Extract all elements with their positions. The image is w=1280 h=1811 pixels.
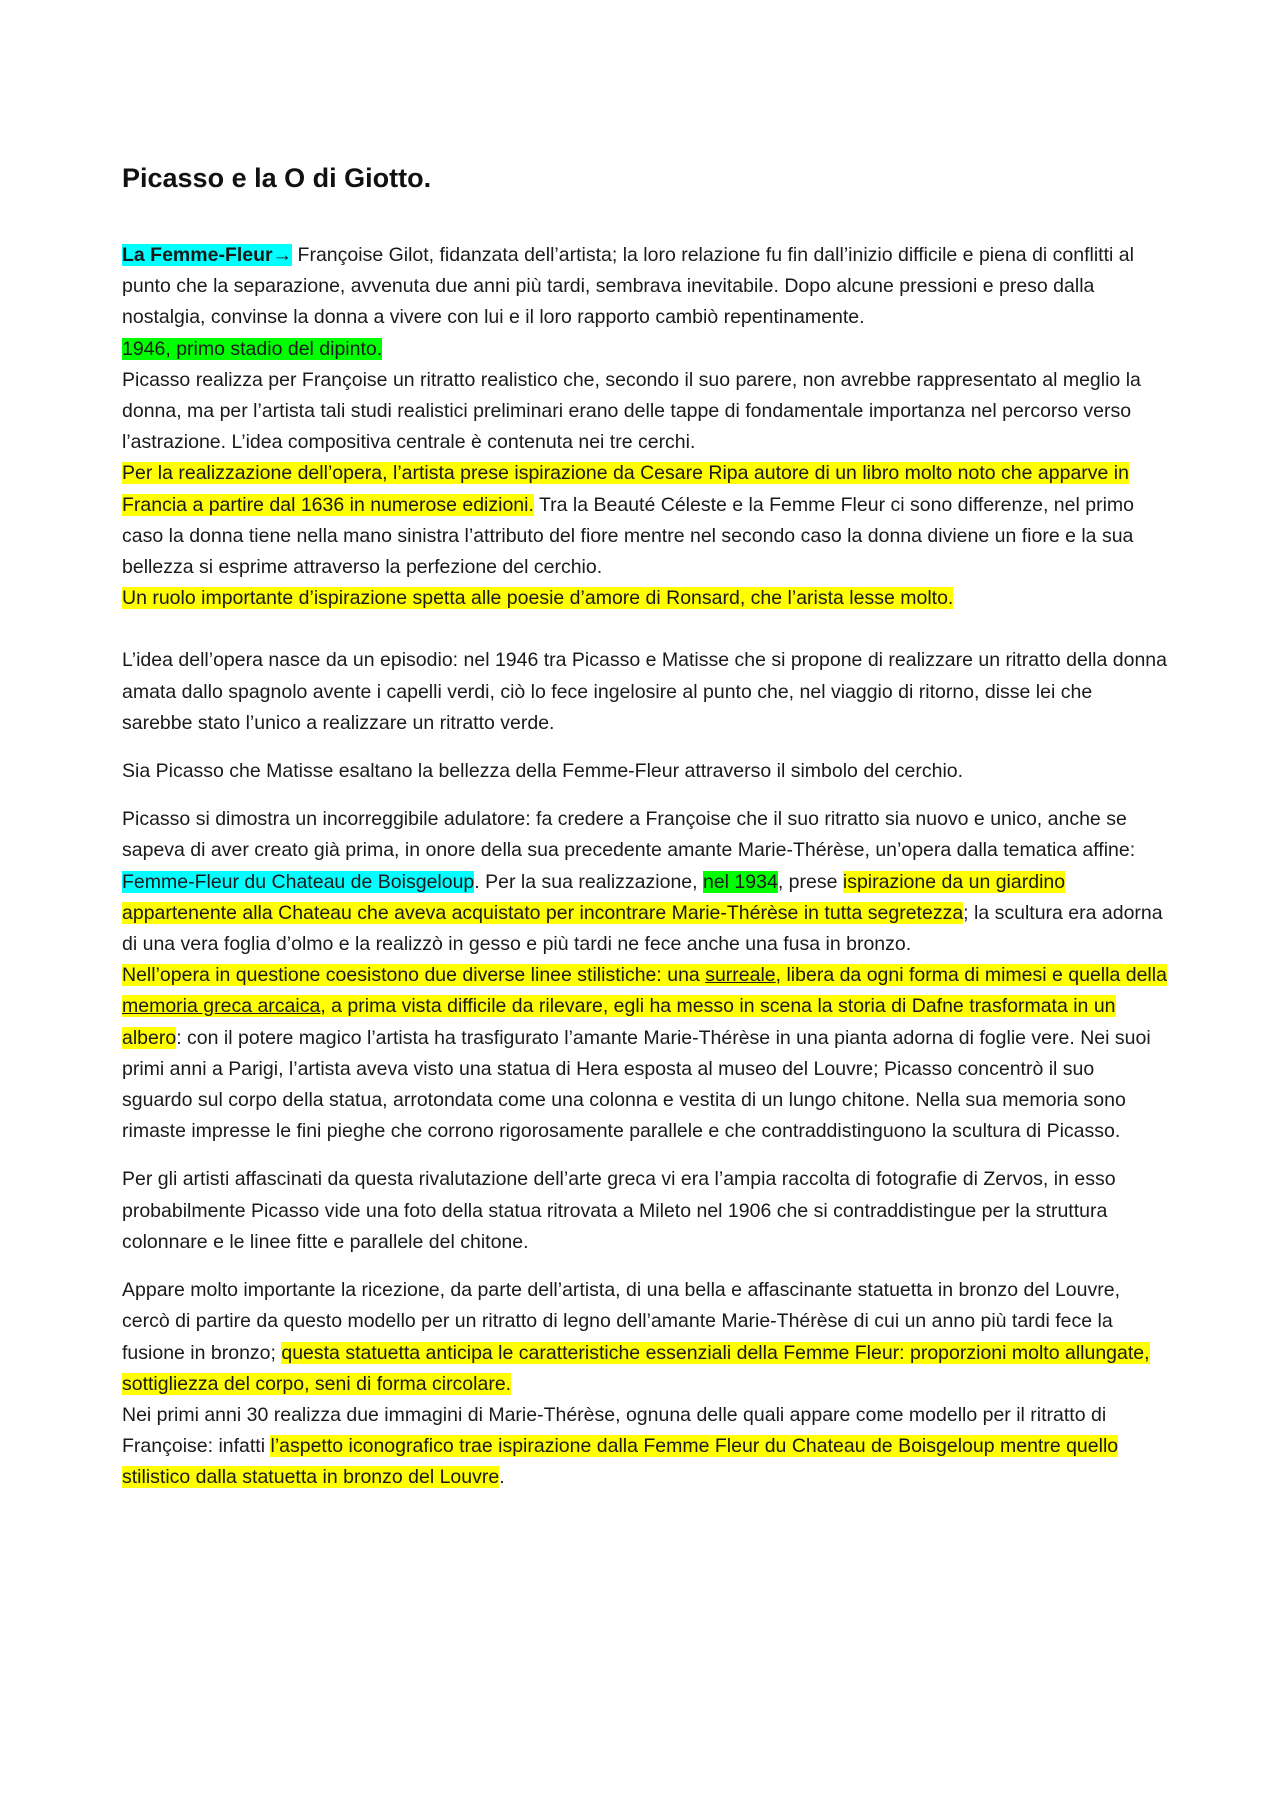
paragraph-femme-fleur: La Femme-Fleur→ Françoise Gilot, fidanzata dell’artista; la loro relazione fu fin dall’inizio difficile e piena di conflitti al punto che la separazione, avvenuta due anni più tardi, sembrava inevitabile. Dopo alcune pressioni e preso dalla nostalgia, convinse la donna a vivere con lui e il loro rapporto cambiò repentinamente. <box>122 244 1134 329</box>
paragraph-1946: 1946, primo stadio del dipinto. <box>122 337 383 360</box>
paragraph-episodio-matisse: L’idea dell’opera nasce da un episodio: nel 1946 tra Picasso e Matisse che si propone di realizzare un ritratto della donna amata dallo spagnolo avente i capelli verdi, ciò lo fece ingelosire al punto che, nel viaggio di ritorno, disse lei che sarebbe stato l’unico a realizzare un ritratto verde. <box>122 649 1167 734</box>
paragraph-ritratto-realistico: Picasso realizza per Françoise un ritratto realistico che, secondo il suo parere, non avrebbe rappresentato al meglio la donna, ma per l’artista tali studi realistici preliminari erano delle tappe di fondamentale importanza nel percorso verso l’astrazione. L’idea compositiva centrale è contenuta nei tre cerchi. <box>122 368 1141 454</box>
paragraph-boisgeloup: Picasso si dimostra un incorreggibile adulatore: fa credere a Françoise che il suo ritratto sia nuovo e unico, anche se sapeva di aver creato già prima, in onore della sua precedente amante Marie-Thérèse, un’opera dalla tematica affine: Femme-Fleur du Chateau de Boisgeloup. Per la sua realizzazione, nel 1934, prese ispirazione da un giardino appartenente alla Chateau che aveva acquistato per incontrare Marie-Thérèse in tutta segretezza; la scultura era adorna di una vera foglia d’olmo e la realizzò in gesso e più tardi ne fece anche una fusa in bronzo. <box>122 808 1163 956</box>
paragraph-ronsard: Un ruolo importante d’ispirazione spetta alle poesie d’amore di Ronsard, che l’arista lesse molto. <box>122 587 954 610</box>
paragraph-anni-30: Nei primi anni 30 realizza due immagini di Marie-Thérèse, ognuna delle quali appare come modello per il ritratto di Françoise: infatti l’aspetto iconografico trae ispirazione dalla Femme Fleur du Chateau de Boisgeloup mentre quello stilistico dalla statuetta in bronzo del Louvre. <box>122 1403 1119 1489</box>
paragraph-cesare-ripa: Per la realizzazione dell’opera, l’artista prese ispirazione da Cesare Ripa autore di un libro molto noto che apparve in Francia a partire dal 1636 in numerose edizioni. Tra la Beauté Céleste e la Femme Fleur ci sono differenze, nel primo caso la donna tiene nella mano sinistra l’attributo del fiore mentre nel secondo caso la donna diviene un fiore e la sua bellezza si esprime attraverso la perfezione del cerchio. <box>122 462 1134 579</box>
paragraph-linee-stilistiche: Nell’opera in questione coesistono due diverse linee stilistiche: una surreale, libera da ogni forma di mimesi e quella della memoria greca arcaica, a prima vista difficile da rilevare, egli ha messo in scena la storia di Dafne trasformata in un albero: con il potere magico l’artista ha trasfigurato l’amante Marie-Thérèse in una pianta adorna di foglie vere. Nei suoi primi anni a Parigi, l’artista aveva visto una statua di Hera esposta al museo del Louvre; Picasso concentrò il suo sguardo sul corpo della statua, arrotondata come una colonna e vestita di un lungo chitone. Nella sua memoria sono rimaste impresse le fini pieghe che corrono rigorosamente parallele e che contraddistinguono la scultura di Picasso. <box>122 964 1167 1143</box>
femme-fleur-label: La Femme-Fleur→ <box>122 244 293 266</box>
document-body <box>122 158 1167 1494</box>
paragraph-statuetta-bronzo: Appare molto importante la ricezione, da parte dell’artista, di una bella e affascinante statuetta in bronzo del Louvre, cercò di partire da questo modello per un ritratto di legno dell’amante Marie-Thérèse di cui un anno più tardi fece la fusione in bronzo; questa statuetta anticipa le caratteristiche essenziali della Femme Fleur: proporzioni molto allungate, sottigliezza del corpo, seni di forma circolare. <box>122 1279 1150 1395</box>
paragraph-zervos: Per gli artisti affascinati da questa rivalutazione dell’arte greca vi era l’ampia raccolta di fotografie di Zervos, in esso probabilmente Picasso vide una foto della statua ritrovata a Mileto nel 1906 che si contraddistingue per la struttura colonnare e le linee fitte e parallele del chitone. <box>122 1168 1116 1253</box>
right-arrow-icon: → <box>272 244 293 266</box>
paragraph-simbolo-cerchio: Sia Picasso che Matisse esaltano la bellezza della Femme-Fleur attraverso il simbolo del cerchio. <box>122 760 964 783</box>
document-title: Picasso e la O di Giotto. <box>122 163 432 193</box>
